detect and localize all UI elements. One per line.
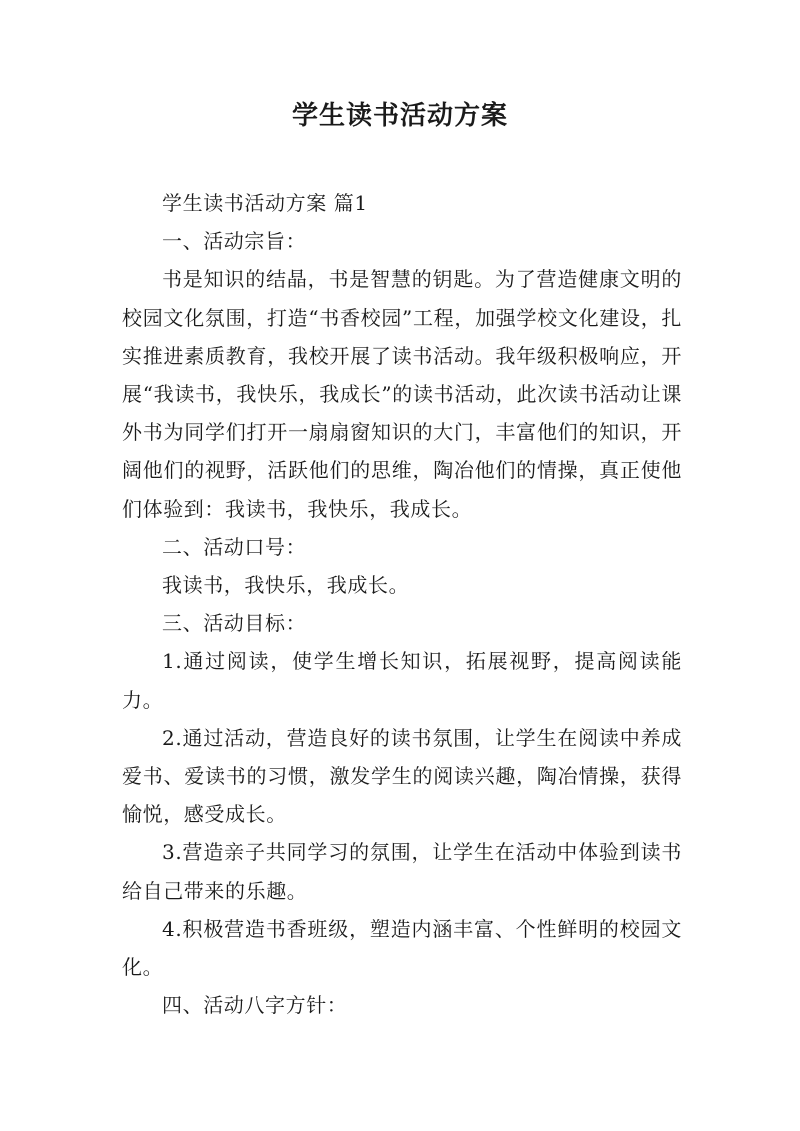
paragraph-slogan: 我读书，我快乐，我成长。 [162,573,410,598]
document-body [122,184,682,1024]
paragraph-purpose: 书是知识的结晶，书是智慧的钥匙。为了营造健康文明的校园文化氛围，打造“书香校园”工程，加强学校文化建设，扎实推进素质教育，我校开展了读书活动。我年级积极响应，开展“我读书，我快乐，我成长”的读书活动，此次读书活动让课外书为同学们打开一扇扇窗知识的大门，丰富他们的知识，开阔他们的视野，活跃他们的思维，陶冶他们的情操，真正使他们体验到：我读书，我快乐，我成长。 [122,267,682,521]
goal-item-3: 3.营造亲子共同学习的氛围，让学生在活动中体验到读书给自己带来的乐趣。 [122,840,682,903]
heading-purpose: 一、活动宗旨： [162,229,307,254]
section-label: 学生读书活动方案 篇1 [162,191,368,215]
goal-item-1: 1.通过阅读，使学生增长知识，拓展视野，提高阅读能力。 [122,649,682,712]
heading-slogan: 二、活动口号： [162,534,307,559]
document-title: 学生读书活动方案 [291,101,508,131]
goal-item-4: 4.积极营造书香班级，塑造内涵丰富、个性鲜明的校园文化。 [122,916,682,980]
heading-goals: 三、活动目标： [162,611,307,636]
goal-item-2: 2.通过活动，营造良好的读书氛围，让学生在阅读中养成爱书、爱读书的习惯，激发学生的阅读兴趣，陶冶情操，获得愉悦，感受成长。 [122,725,682,827]
heading-principles: 四、活动八字方针： [162,993,348,1018]
